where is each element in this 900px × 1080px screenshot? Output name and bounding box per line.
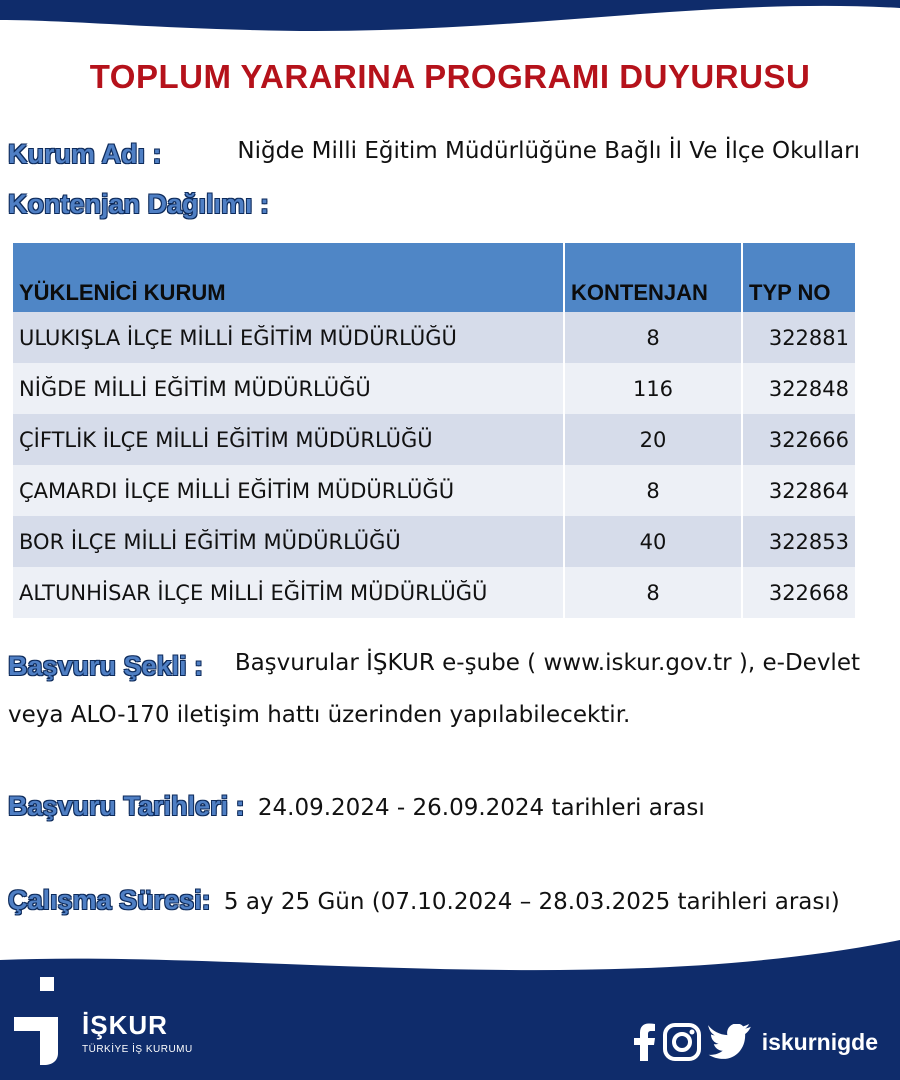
social-handle[interactable]: iskurnigde — [761, 1028, 878, 1055]
application-dates-label: Başvuru Tarihleri : — [8, 791, 245, 821]
work-period-value: 5 ay 25 Gün (07.10.2024 – 28.03.2025 tarihleri arası) — [223, 889, 840, 915]
quota-label: Kontenjan Dağılımı : — [8, 189, 270, 219]
page-title: TOPLUM YARARINA PROGRAMI DUYURUSU — [89, 58, 811, 95]
application-method-line — [8, 650, 860, 682]
twitter-icon[interactable] — [708, 1024, 752, 1060]
row-contractor: ÇİFTLİK İLÇE MİLLİ EĞİTİM MÜDÜRLÜĞÜ — [13, 414, 564, 465]
header-contractor: YÜKLENİCİ KURUM — [13, 243, 564, 312]
application-dates-line — [8, 790, 860, 823]
application-method-label: Başvuru Şekli : — [8, 651, 204, 681]
table-row — [13, 465, 855, 516]
row-contractor: ULUKIŞLA İLÇE MİLLİ EĞİTİM MÜDÜRLÜĞÜ — [13, 312, 564, 363]
application-method-line-2 — [8, 702, 860, 730]
facebook-icon[interactable] — [632, 1023, 656, 1061]
row-typ-no: 322666 — [742, 414, 855, 465]
top-wave-decoration — [0, 0, 900, 40]
application-dates-value: 24.09.2024 - 26.09.2024 tarihleri arası — [257, 795, 705, 821]
table-row — [13, 312, 855, 363]
row-typ-no: 322853 — [742, 516, 855, 567]
application-method-text-1: Başvurular İŞKUR e-şube ( www.iskur.gov.tr ), e-Devlet — [234, 650, 860, 676]
row-typ-no: 322864 — [742, 465, 855, 516]
row-quota: 8 — [564, 567, 742, 618]
header-quota: KONTENJAN — [564, 243, 742, 312]
work-period-label: Çalışma Süresi: — [8, 885, 211, 915]
institution-value: Niğde Milli Eğitim Müdürlüğüne Bağlı İl Ve İlçe Okulları — [237, 138, 860, 164]
brand-subtitle: TÜRKİYE İŞ KURUMU — [82, 1044, 193, 1055]
work-period-line — [8, 884, 860, 917]
row-typ-no: 322668 — [742, 567, 855, 618]
row-contractor: ÇAMARDI İLÇE MİLLİ EĞİTİM MÜDÜRLÜĞÜ — [13, 465, 564, 516]
row-quota: 20 — [564, 414, 742, 465]
quota-line — [8, 188, 860, 221]
row-typ-no: 322848 — [742, 363, 855, 414]
row-typ-no: 322881 — [742, 312, 855, 363]
row-contractor: NİĞDE MİLLİ EĞİTİM MÜDÜRLÜĞÜ — [13, 363, 564, 414]
row-quota: 8 — [564, 465, 742, 516]
brand-name: İŞKUR — [82, 1010, 168, 1040]
quota-table — [13, 243, 855, 618]
header-typ-no: TYP NO — [742, 243, 855, 312]
row-contractor: ALTUNHİSAR İLÇE MİLLİ EĞİTİM MÜDÜRLÜĞÜ — [13, 567, 564, 618]
institution-line — [8, 138, 860, 170]
table-row — [13, 363, 855, 414]
table-row — [13, 414, 855, 465]
row-quota: 40 — [564, 516, 742, 567]
table-row — [13, 567, 855, 618]
social-links — [632, 1022, 878, 1062]
application-method-text-2: veya ALO-170 iletişim hattı üzerinden yapılabilecektir. — [8, 702, 631, 728]
row-quota: 8 — [564, 312, 742, 363]
row-contractor: BOR İLÇE MİLLİ EĞİTİM MÜDÜRLÜĞÜ — [13, 516, 564, 567]
table-row — [13, 516, 855, 567]
institution-label: Kurum Adı : — [8, 139, 162, 169]
table-header-row — [13, 243, 855, 312]
row-quota: 116 — [564, 363, 742, 414]
instagram-icon[interactable] — [662, 1022, 702, 1062]
